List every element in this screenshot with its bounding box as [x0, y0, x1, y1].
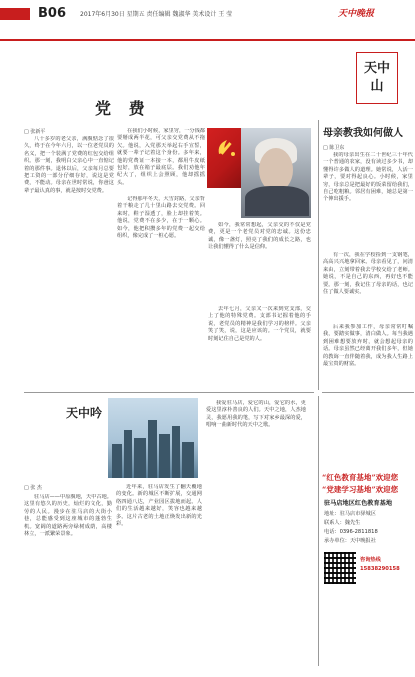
hammer-sickle-icon: [213, 134, 241, 162]
page-number: B06: [38, 6, 66, 21]
ad-line: 电话：0396-2811818: [324, 529, 378, 535]
page-header: [0, 0, 415, 40]
ad-divider: [318, 396, 319, 666]
article-body-col-2: 有一次，我在学校捡到一支钢笔，高高兴兴地拿回家。母亲看见了，问清来由，立刻带着我去学校交给了老师。她说，不是自己的东西，再好也不能要。那一刻，我记住了母亲的话，也记住了做人要诚实。: [323, 252, 413, 296]
header-rule: [0, 39, 415, 41]
column-name: [360, 60, 394, 96]
article-body-col-4: 如今，我常常想起，父亲交的不仅是党费，更是一个老党员对党的忠诚。这份忠诚，像一盏灯，照亮了我们的成长之路，也让我们懂得了什么是信仰。: [208, 222, 311, 251]
article-title: 党 费: [95, 99, 151, 118]
article-body-col-3: 后来我参加工作，母亲常常叮嘱我，要踏实做事，清白做人。每当我遇到困难想要放弃时，就会想起母亲的话。母亲虽然已经离开我们多年，但她的教诲一直伴随着我，成为我人生路上最宝贵的财富。: [323, 324, 413, 368]
section-divider: [322, 392, 414, 393]
article-body-col-3: 记得那年冬天，大雪封路，父亲背着干粮走了几十里山路去交党费。回来时，鞋子湿透了，脸上却挂着笑。他说，党费不在多少，在于一颗心。如今，他把积攒多年的党费一起交给组织，像完成了一桩心愿。: [117, 196, 205, 240]
article-title: 天中吟: [66, 406, 103, 420]
newspaper-logo: 天中晚报: [338, 9, 375, 19]
article-body-col-2: 在我们小时候，家里穷，一分钱都要掰成两半花，可父亲交党费从不拖欠。他说，入党那天举起右手宣誓，就要一辈子记着这个身份。多年来，他的党费证一本接一本，都用牛皮纸包好，放在箱子最底层。我们劝他年纪大了，组织上会照顾，他却摇摇头。: [117, 128, 205, 186]
article-body-col-1: 我的母亲出生在二十世纪三十年代一个普通的农家，没有读过多少书，却懂得许多做人的道理。她常说，人活一辈子，要对得起良心。小时候，家里穷，母亲总是把最好的饭菜留给我们，自己吃粗粮。邻居有困难，她总是第一个伸出援手。: [323, 152, 413, 203]
article-body-col-3: 我爱驻马店，爱它的山，爱它的水，更爱这里淳朴善良的人们。天中之地，人杰地灵，我愿用我的笔，写下对家乡最深的爱，唱响一曲新时代的天中之歌。: [206, 400, 306, 429]
ad-line: 地址：驻马店市驿城区: [324, 511, 376, 517]
article-body-col-5: 去年七月，父亲又一次来到党支部，交上了他的特殊党费。支部书记握着他的手说，老党员的精神是我们学习的榜样。父亲笑了笑，说，这是应该的。一个党员，就要时刻记住自己是党的人。: [208, 306, 311, 342]
article-body-col-1: 八十多岁的老父亲，满腹惦念了很久，终于在今年六月，以一位老党员的名义，把一个装满了党费的红包交给组织。那一刻，我明白父亲心中一直惦记着的那件事。退休以后，父亲每月总要把工资的一部分仔细存好，说这是党费，不能动。母亲在世时常说，你爸这辈子最认真的事，就是按时交党费。: [24, 136, 114, 194]
ad-org-name: 驻马店地区红色教育基地: [324, 500, 393, 507]
column-name-line-1: 天中: [363, 61, 390, 76]
elderly-man-photo: [241, 128, 311, 218]
article-body-col-2: 近年来，驻马店发生了翻天覆地的变化。新的城区不断扩展，交通网络四通八达，产业园区拔地而起。人们的生活越来越好，笑容也越来越多。这片古老的土地正焕发出新的光彩。: [116, 484, 202, 528]
header-accent-bar: [0, 8, 30, 20]
qr-code-overlay: [324, 552, 356, 584]
ad-headline-2: “党建学习基地”欢迎您: [322, 485, 399, 494]
article-body-col-1: 驻马店——中原腹地，天中古地。这里有悠久的历史，灿烂的文化，勤劳的人民。漫步在驻马店的大街小巷，总能感受到这座城市的蓬勃生机。宽阔的道路两旁绿树成荫，高楼林立，一派繁荣景象。: [24, 494, 112, 538]
ad-line: 联系人：魏先生: [324, 520, 361, 526]
column-name-line-2: 山: [370, 79, 384, 94]
ad-headline-1: “红色教育基地”欢迎您: [322, 473, 399, 482]
ad-phone[interactable]: 15838290158: [360, 566, 400, 572]
section-divider: [24, 392, 314, 393]
article-byline: □ 陈卫东: [323, 145, 345, 151]
city-skyline-photo: [108, 398, 198, 478]
party-flag-photo: [207, 128, 241, 188]
article-byline: □ 张新平: [24, 129, 46, 135]
ad-phone-label: 咨询热线: [360, 557, 381, 563]
article-title: 母亲教我如何做人: [323, 128, 403, 139]
issue-meta: 2017年6月30日 星期五 责任编辑 魏淑华 美术设计 王 莹: [80, 11, 233, 18]
column-divider: [318, 120, 319, 390]
ad-line: 承办单位：天中晚报社: [324, 538, 376, 544]
article-byline: □ 张 杰: [24, 485, 42, 491]
